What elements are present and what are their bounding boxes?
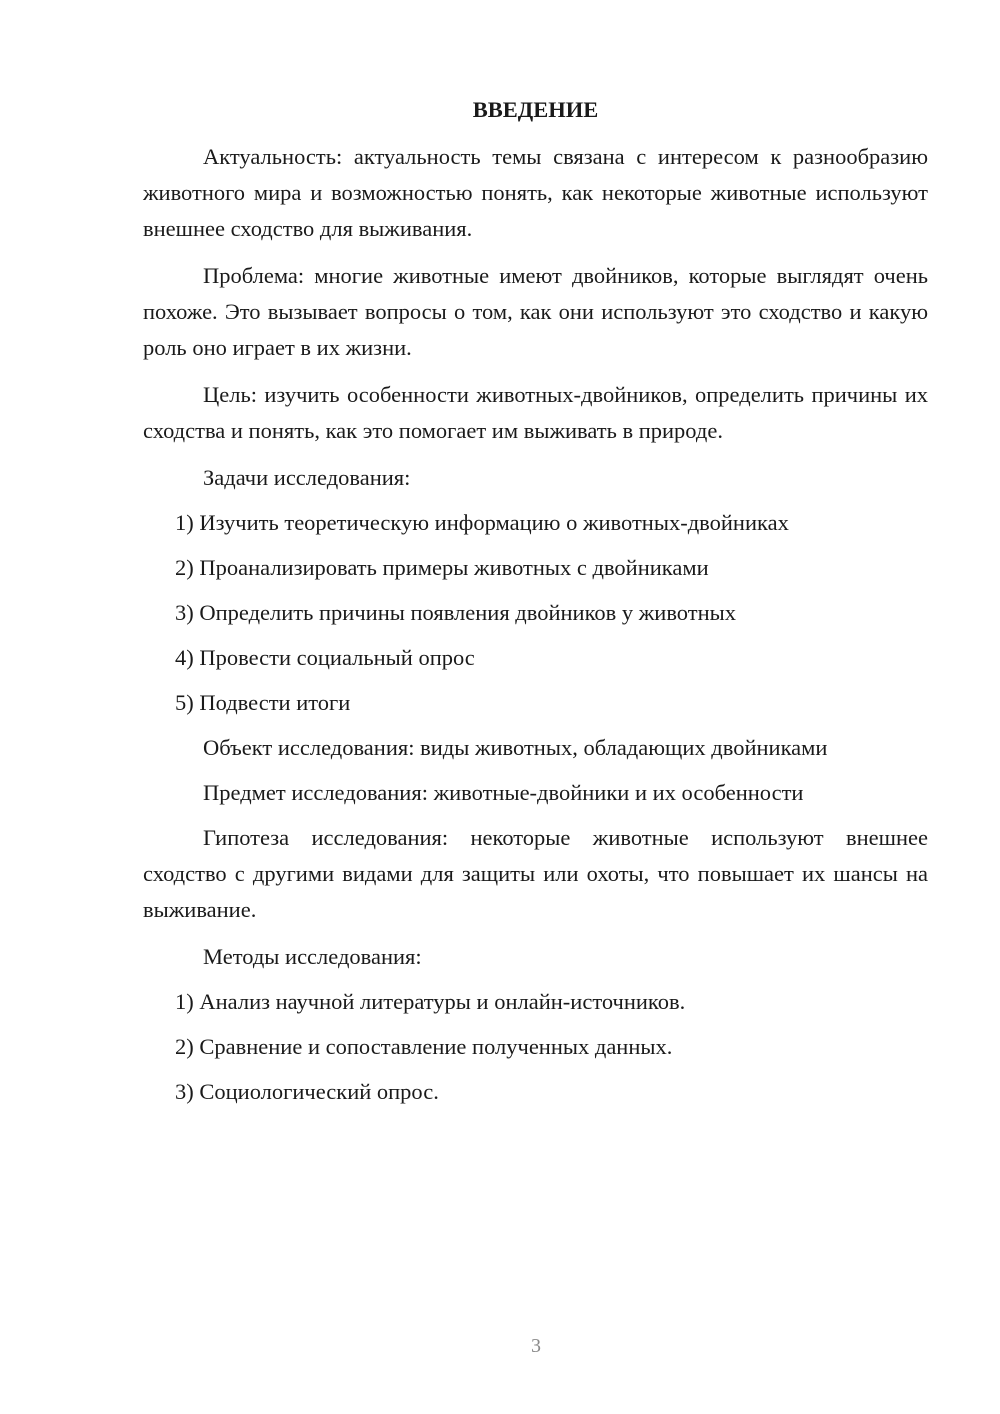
section-heading: ВВЕДЕНИЕ	[472, 97, 599, 122]
page-number: 3	[531, 1335, 541, 1357]
research-object: Объект исследования: виды животных, обладающих двойниками	[203, 735, 828, 760]
method-item: 3) Социологический опрос.	[175, 1079, 439, 1104]
research-subject: Предмет исследования: животные-двойники и их особенности	[203, 780, 804, 805]
method-item: 2) Сравнение и сопоставление полученных данных.	[175, 1034, 673, 1059]
problem-paragraph: Проблема: многие животные имеют двойников, которые выглядят очень похоже. Это вызывает вопросы о том, как они используют это сходство и какую роль оно играет в их жизни.	[143, 263, 928, 360]
tasks-title: Задачи исследования:	[203, 465, 411, 490]
goal-paragraph: Цель: изучить особенности животных-двойников, определить причины их сходства и понять, как это помогает им выживать в природе.	[143, 382, 928, 443]
method-item: 1) Анализ научной литературы и онлайн-источников.	[175, 989, 686, 1014]
relevance-paragraph: Актуальность: актуальность темы связана с интересом к разнообразию животного мира и возможностью понять, как некоторые животные используют внешнее сходство для выживания.	[143, 144, 928, 241]
task-item: 2) Проанализировать примеры животных с двойниками	[175, 555, 709, 580]
task-item: 1) Изучить теоретическую информацию о животных-двойниках	[175, 510, 789, 535]
task-item: 5) Подвести итоги	[175, 690, 351, 715]
task-item: 3) Определить причины появления двойников у животных	[175, 600, 737, 625]
task-item: 4) Провести социальный опрос	[175, 645, 475, 670]
methods-title: Методы исследования:	[203, 944, 422, 969]
document-page	[143, 92, 928, 1119]
hypothesis-paragraph: Гипотеза исследования: некоторые животные используют внешнее сходство с другими видами для защиты или охоты, что повышает их шансы на выживание.	[143, 825, 928, 922]
